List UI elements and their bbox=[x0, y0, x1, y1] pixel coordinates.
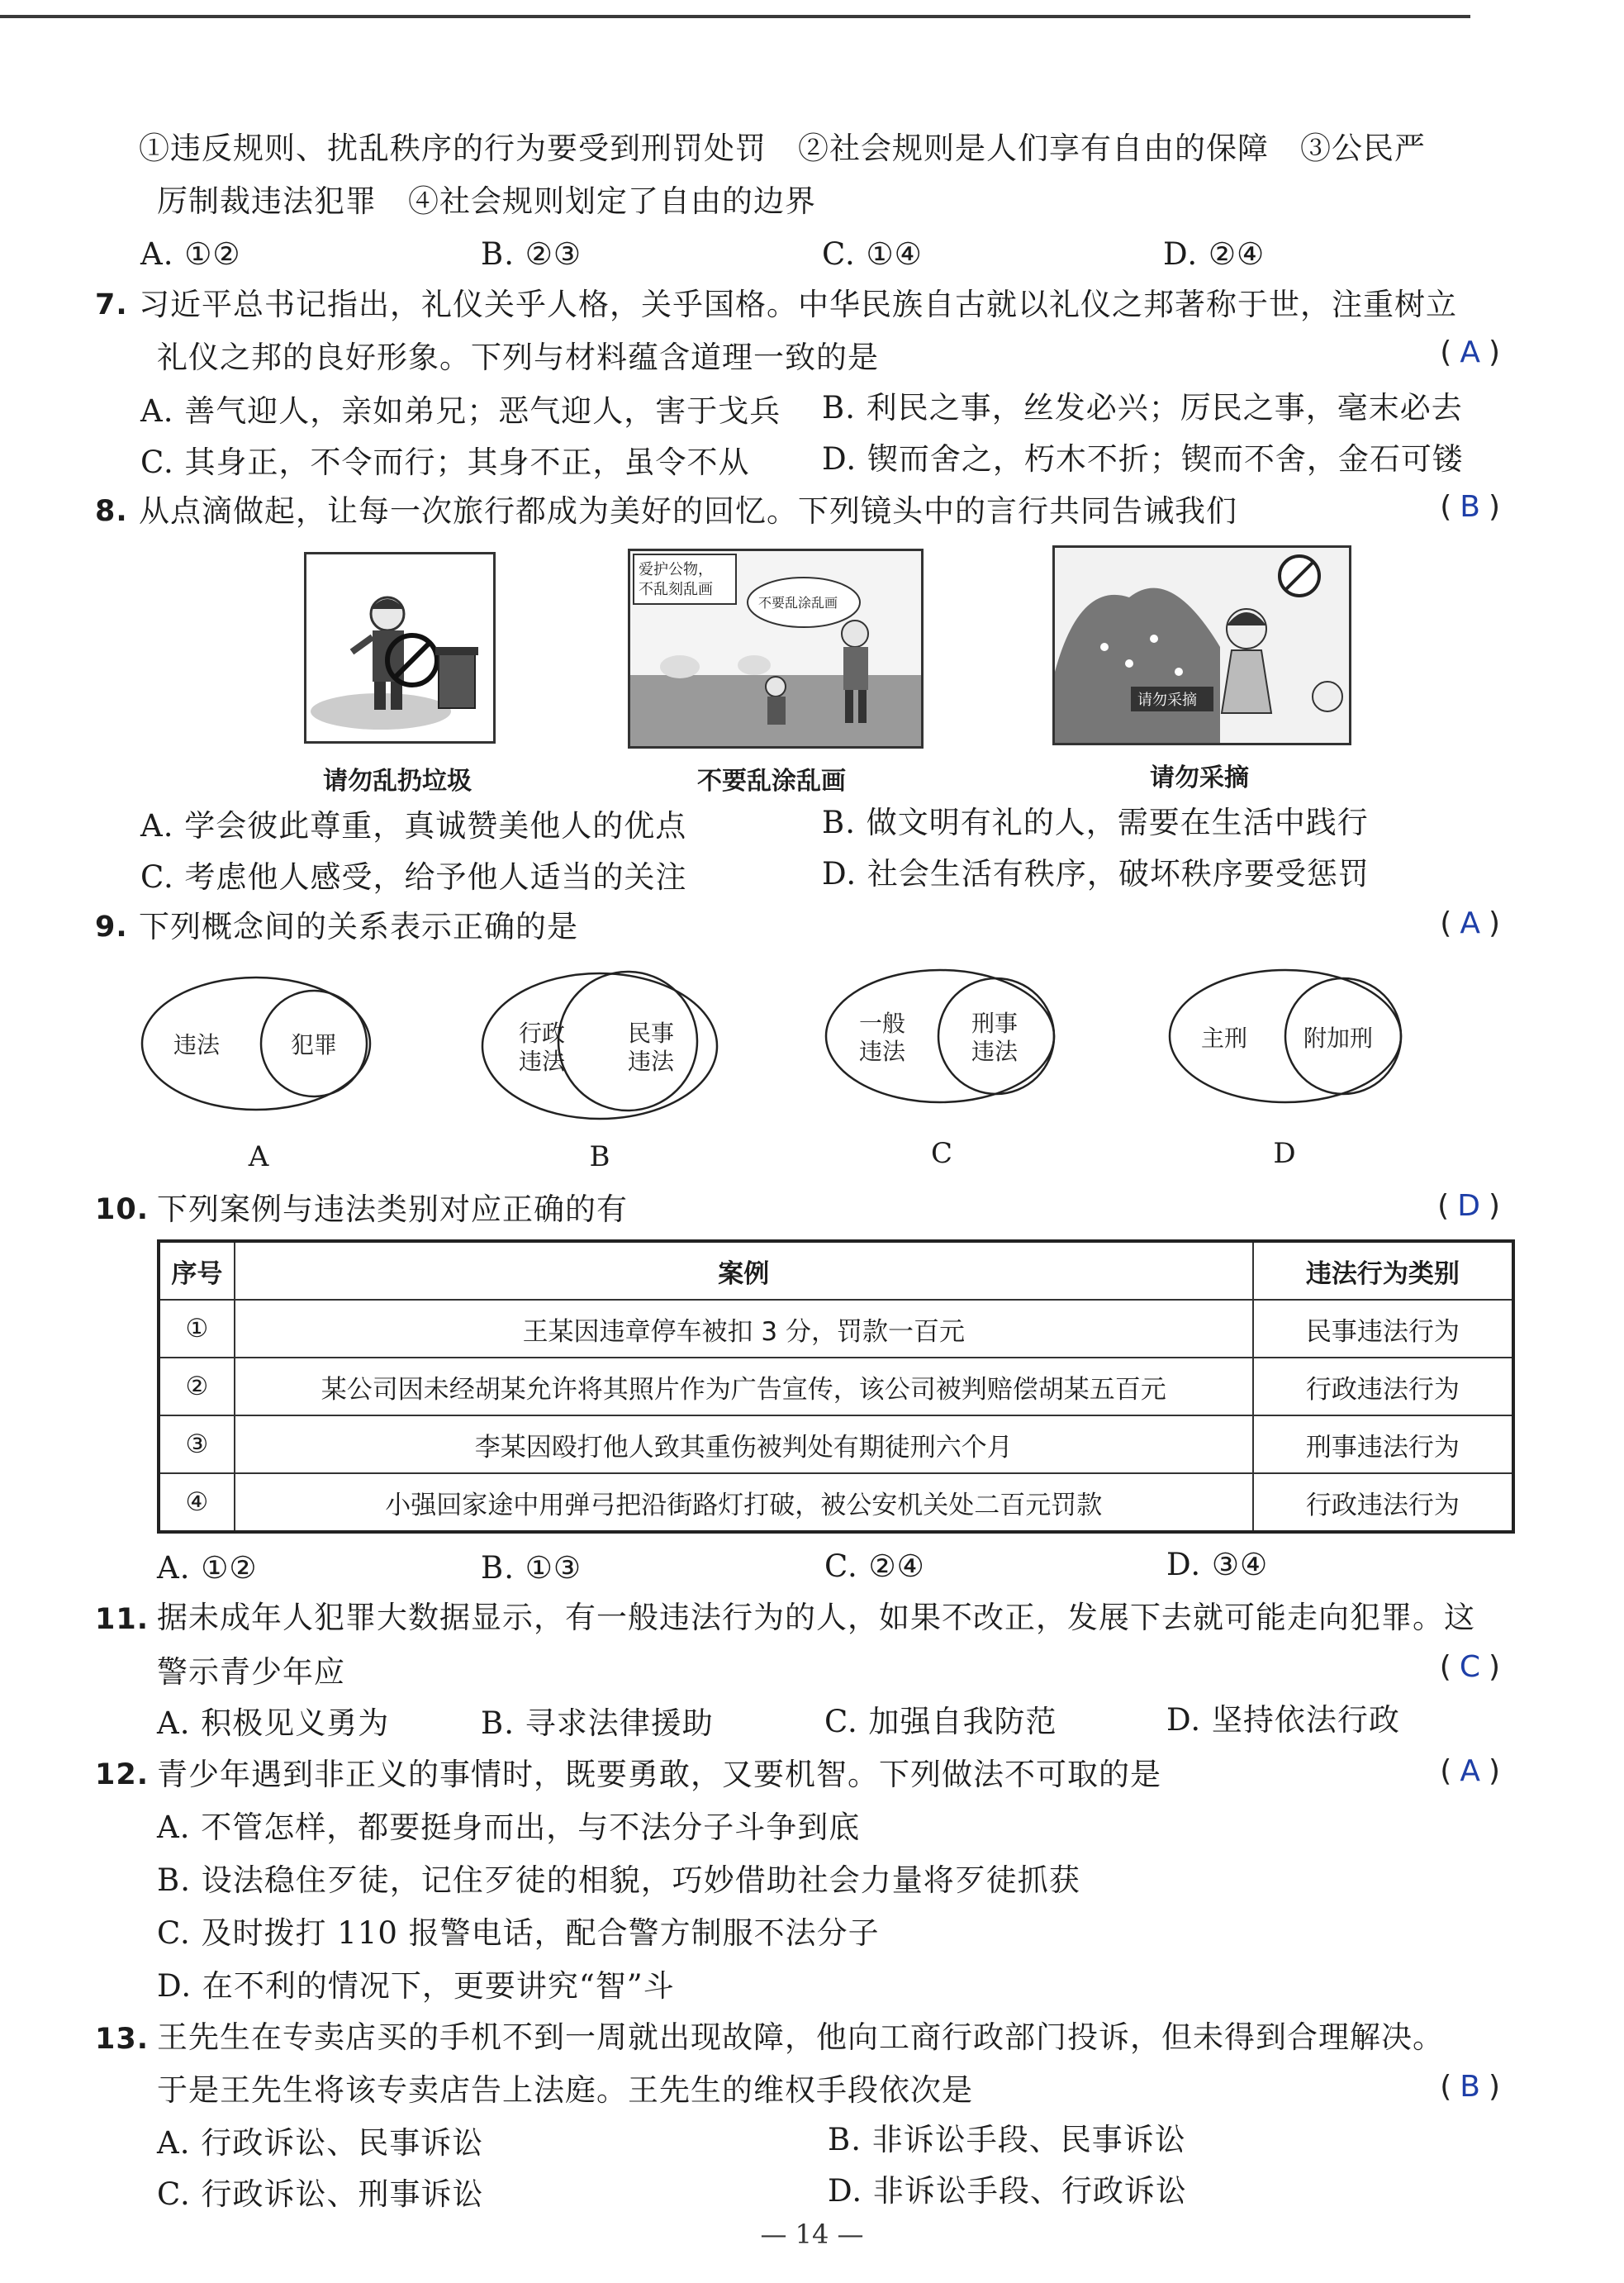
question-stem: 青少年遇到非正义的事情时，既要勇敢，又要机智。下列做法不可取的是 bbox=[157, 1757, 1161, 1792]
answer: A bbox=[1460, 335, 1480, 369]
option-c: C. 行政诉讼、刑事诉讼 bbox=[157, 2176, 484, 2212]
outer-label-1: 行政 bbox=[519, 1020, 566, 1047]
cell-index: ④ bbox=[159, 1473, 235, 1532]
option-b: B. 非诉讼手段、民事诉讼 bbox=[828, 2122, 1186, 2157]
cell-category: 行政违法行为 bbox=[1253, 1473, 1513, 1532]
option-a: A. 行政诉讼、民事诉讼 bbox=[157, 2125, 484, 2161]
option-a: A. 不管怎样，都要挺身而出，与不法分子斗争到底 bbox=[157, 1810, 861, 1845]
option-a: A. ①② bbox=[140, 236, 241, 272]
question-number: 8. bbox=[95, 495, 128, 528]
outer-label: 违法 bbox=[173, 1031, 221, 1058]
inner-label-2: 违法 bbox=[628, 1048, 675, 1075]
option-c: C. 及时拨打 110 报警电话，配合警方制服不法分子 bbox=[157, 1915, 880, 1951]
cell-index: ② bbox=[159, 1358, 235, 1415]
header-index: 序号 bbox=[159, 1241, 235, 1300]
cell-case: 某公司因未经胡某允许将其照片作为广告宣传，该公司被判赔偿胡某五百元 bbox=[235, 1358, 1253, 1415]
option-c: C. ②④ bbox=[824, 1548, 925, 1584]
diagram-b bbox=[479, 962, 727, 1127]
cell-category: 行政违法行为 bbox=[1253, 1358, 1513, 1415]
question-stem-cont: 礼仪之邦的良好形象。下列与材料蕴含道理一致的是 bbox=[157, 340, 879, 375]
question-number: 9. bbox=[95, 911, 128, 944]
cell-category: 刑事违法行为 bbox=[1253, 1415, 1513, 1473]
question-stem-cont: 警示青少年应 bbox=[157, 1654, 345, 1690]
option-d: D. ③④ bbox=[1166, 1547, 1269, 1582]
answer-box: ( A ) bbox=[1440, 906, 1500, 940]
option-a: A. ①② bbox=[157, 1550, 258, 1586]
answer-box: ( B ) bbox=[1440, 2070, 1500, 2104]
answer-box: ( A ) bbox=[1440, 1754, 1500, 1788]
page-number: — 14 — bbox=[760, 2219, 864, 2250]
diagram-b-label: B bbox=[589, 1140, 610, 1173]
table-row bbox=[159, 1473, 1513, 1532]
question-stem: 从点滴做起，让每一次旅行都成为美好的回忆。下列镜头中的言行共同告诫我们 bbox=[139, 493, 1237, 529]
answer: C bbox=[1459, 1650, 1480, 1684]
question-number: 7. bbox=[95, 288, 128, 321]
outer-label-2: 违法 bbox=[859, 1038, 906, 1065]
answer: D bbox=[1457, 1189, 1480, 1223]
caption-2: 不要乱涂乱画 bbox=[697, 767, 846, 796]
board-line-2: 不乱刻乱画 bbox=[639, 581, 713, 598]
header-category: 违法行为类别 bbox=[1253, 1241, 1513, 1300]
option-b: B. 做文明有礼的人，需要在生活中践行 bbox=[822, 805, 1369, 840]
option-a: A. 善气迎人，亲如弟兄；恶气迎人，害于戈兵 bbox=[140, 393, 781, 429]
question-number: 11. bbox=[95, 1603, 150, 1636]
option-a: A. 学会彼此尊重，真诚赞美他人的优点 bbox=[140, 808, 687, 844]
statements-line-2: 厉制裁违法犯罪 ④社会规则划定了自由的边界 bbox=[157, 183, 816, 219]
speech-bubble-text: 不要乱涂乱画 bbox=[758, 595, 838, 611]
question-stem: 据未成年人犯罪大数据显示，有一般违法行为的人，如果不改正，发展下去就可能走向犯罪。这 bbox=[157, 1600, 1475, 1635]
cell-case: 李某因殴打他人致其重伤被判处有期徒刑六个月 bbox=[235, 1415, 1253, 1473]
inner-label-2: 违法 bbox=[971, 1038, 1019, 1065]
inner-label: 附加刑 bbox=[1303, 1025, 1374, 1052]
option-d: D. 在不利的情况下，更要讲究“智”斗 bbox=[157, 1968, 675, 2004]
cell-index: ③ bbox=[159, 1415, 235, 1473]
caption-3: 请勿采摘 bbox=[1150, 763, 1249, 792]
board-line-1: 爱护公物， bbox=[639, 561, 713, 578]
table-row bbox=[159, 1415, 1513, 1473]
option-b: B. ①③ bbox=[481, 1550, 582, 1586]
question-number: 13. bbox=[95, 2023, 150, 2056]
diagram-a bbox=[139, 965, 378, 1125]
diagram-d bbox=[1165, 963, 1413, 1119]
statements-line-1: ①违反规则、扰乱秩序的行为要受到刑罚处罚 ②社会规则是人们享有自由的保障 ③公民严 bbox=[139, 131, 1426, 166]
option-d: D. 坚持依法行政 bbox=[1166, 1702, 1400, 1738]
inner-label: 犯罪 bbox=[291, 1031, 338, 1058]
question-stem-cont: 于是王先生将该专卖店告上法庭。王先生的维权手段依次是 bbox=[157, 2072, 973, 2108]
option-b: B. 寻求法律援助 bbox=[481, 1705, 714, 1741]
answer-box: ( B ) bbox=[1440, 490, 1500, 524]
case-table bbox=[157, 1239, 1515, 1534]
diagram-c bbox=[823, 963, 1067, 1119]
outer-label-1: 一般 bbox=[859, 1010, 906, 1037]
option-c: C. 考虑他人感受，给予他人适当的关注 bbox=[140, 859, 687, 895]
option-d: D. 非诉讼手段、行政诉讼 bbox=[828, 2173, 1187, 2209]
table-row bbox=[159, 1358, 1513, 1415]
answer-box: ( C ) bbox=[1439, 1650, 1500, 1684]
question-stem: 下列概念间的关系表示正确的是 bbox=[139, 909, 578, 944]
option-d: D. 社会生活有秩序，破坏秩序要受惩罚 bbox=[822, 856, 1370, 892]
sign-text: 请勿采摘 bbox=[1137, 692, 1197, 709]
cartoon-no-picking bbox=[1052, 545, 1351, 745]
answer: A bbox=[1460, 1754, 1480, 1788]
option-d: D. 锲而舍之，朽木不折；锲而不舍，金石可镂 bbox=[822, 441, 1464, 477]
option-b: B. ②③ bbox=[481, 236, 582, 272]
diagram-a-label: A bbox=[248, 1140, 269, 1173]
graffiti-illustration bbox=[630, 551, 921, 746]
diagram-d-label: D bbox=[1273, 1137, 1296, 1170]
diagram-c-label: C bbox=[930, 1137, 953, 1170]
option-c: C. ①④ bbox=[822, 236, 923, 272]
outer-label-2: 违法 bbox=[519, 1048, 566, 1075]
cartoon-litter bbox=[304, 552, 496, 744]
question-number: 12. bbox=[95, 1758, 150, 1791]
inner-label-1: 刑事 bbox=[971, 1010, 1019, 1037]
table-row bbox=[159, 1300, 1513, 1358]
top-rule bbox=[0, 15, 1470, 18]
answer-box: ( A ) bbox=[1440, 335, 1500, 369]
option-d: D. ②④ bbox=[1163, 236, 1265, 272]
litter-illustration bbox=[306, 554, 493, 741]
question-stem: 习近平总书记指出，礼仪关乎人格，关乎国格。中华民族自古就以礼仪之邦著称于世，注重树立 bbox=[139, 287, 1457, 322]
answer-box: ( D ) bbox=[1437, 1189, 1500, 1223]
outer-label: 主刑 bbox=[1201, 1025, 1248, 1052]
option-c: C. 加强自我防范 bbox=[824, 1704, 1057, 1739]
cell-case: 小强回家途中用弹弓把沿街路灯打破，被公安机关处二百元罚款 bbox=[235, 1473, 1253, 1532]
question-stem: 王先生在专卖店买的手机不到一周就出现故障，他向工商行政部门投诉，但未得到合理解决。 bbox=[157, 2019, 1444, 2055]
option-b: B. 设法稳住歹徒，记住歹徒的相貌，巧妙借助社会力量将歹徒抓获 bbox=[157, 1862, 1080, 1898]
question-stem: 下列案例与违法类别对应正确的有 bbox=[157, 1191, 628, 1227]
option-c: C. 其身正，不令而行；其身不正，虽令不从 bbox=[140, 445, 750, 480]
cell-index: ① bbox=[159, 1300, 235, 1358]
question-number: 10. bbox=[95, 1193, 150, 1226]
table-header bbox=[159, 1241, 1513, 1300]
cell-category: 民事违法行为 bbox=[1253, 1300, 1513, 1358]
answer: B bbox=[1460, 490, 1480, 524]
answer: B bbox=[1460, 2070, 1480, 2104]
cartoon-graffiti bbox=[628, 549, 924, 749]
header-case: 案例 bbox=[235, 1241, 1253, 1300]
answer: A bbox=[1460, 906, 1480, 940]
flower-illustration bbox=[1055, 548, 1349, 743]
inner-label-1: 民事 bbox=[628, 1020, 675, 1047]
option-b: B. 利民之事，丝发必兴；厉民之事，毫末必去 bbox=[822, 390, 1463, 426]
option-a: A. 积极见义勇为 bbox=[157, 1705, 390, 1741]
cell-case: 王某因违章停车被扣 3 分，罚款一百元 bbox=[235, 1300, 1253, 1358]
caption-1: 请勿乱扔垃圾 bbox=[323, 767, 472, 796]
